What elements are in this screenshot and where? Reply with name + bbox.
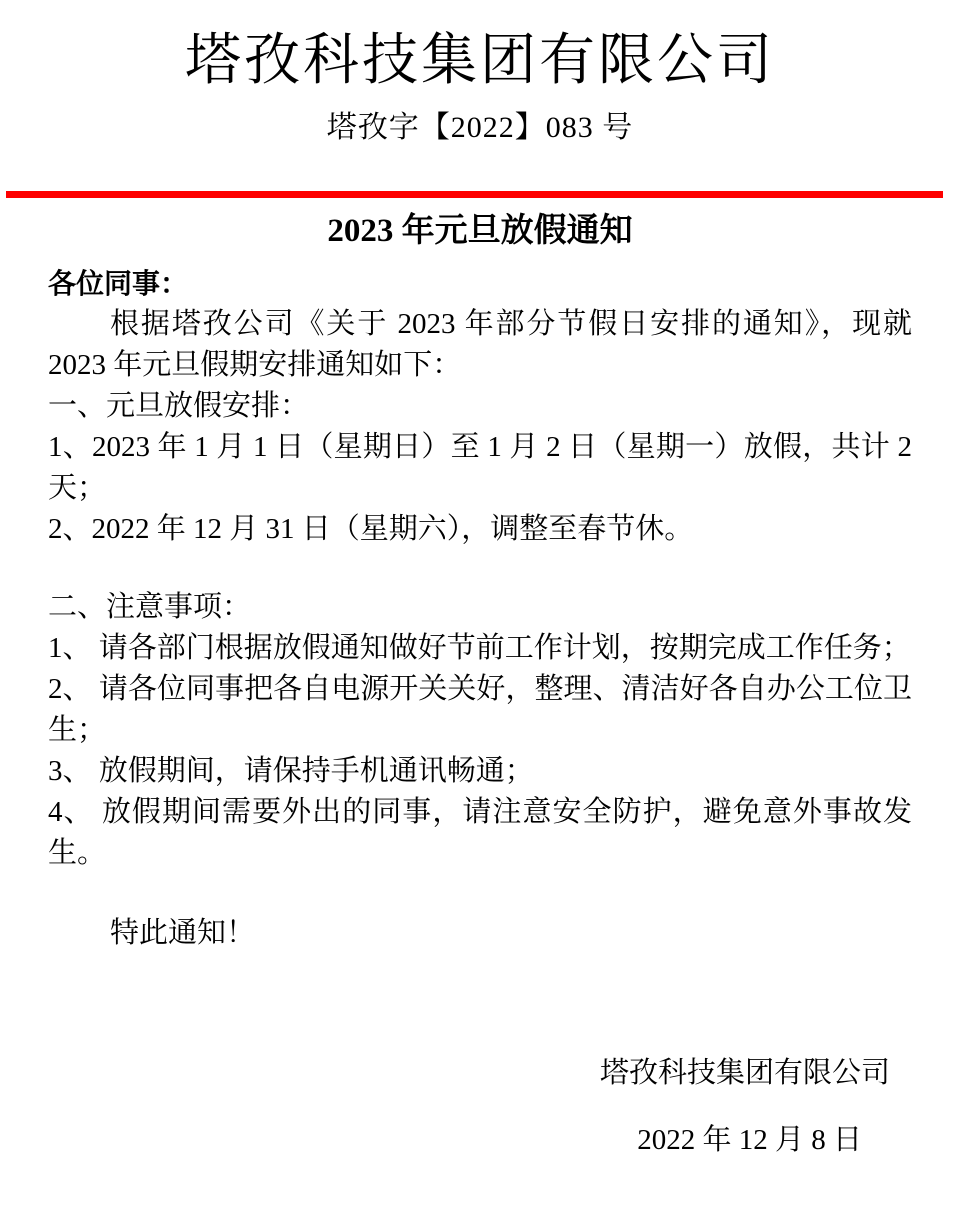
section2-heading: 二、注意事项： (48, 591, 252, 623)
signature-company: 塔孜科技集团有限公司 (599, 1057, 890, 1089)
section1-heading: 一、元旦放假安排： (48, 390, 310, 422)
notice-title: 2023 年元旦放假通知 (327, 213, 633, 249)
intro-paragraph: 根据塔孜公司《关于 2023 年部分节假日安排的通知》，现就 2023 年元旦假期安排通知如下： (48, 308, 912, 381)
closing-statement: 特此通知！ (110, 917, 256, 949)
company-title: 塔孜科技集团有限公司 (185, 30, 775, 92)
salutation: 各位同事： (48, 268, 189, 299)
section1-item: 2、2022 年 12 月 31 日（星期六），调整至春节休。 (48, 513, 694, 545)
section2-item: 2、 请各位同事把各自电源开关关好，整理、清洁好各自办公工位卫生； (48, 673, 912, 746)
section1-item: 1、2023 年 1 月 1 日（星期日）至 1 月 2 日（星期一）放假，共计 2 天； (48, 431, 912, 504)
red-divider-line (6, 191, 943, 198)
section2-item: 4、 放假期间需要外出的同事，请注意安全防护，避免意外事故发生。 (48, 796, 912, 869)
section2-item: 3、 放假期间，请保持手机通讯畅通； (48, 755, 534, 787)
document-number: 塔孜字【2022】083 号 (326, 111, 634, 144)
section2-item: 1、 请各部门根据放假通知做好节前工作计划，按期完成工作任务； (48, 632, 911, 664)
notice-body (0, 264, 960, 1161)
signature-date: 2022 年 12 月 8 日 (637, 1124, 862, 1156)
